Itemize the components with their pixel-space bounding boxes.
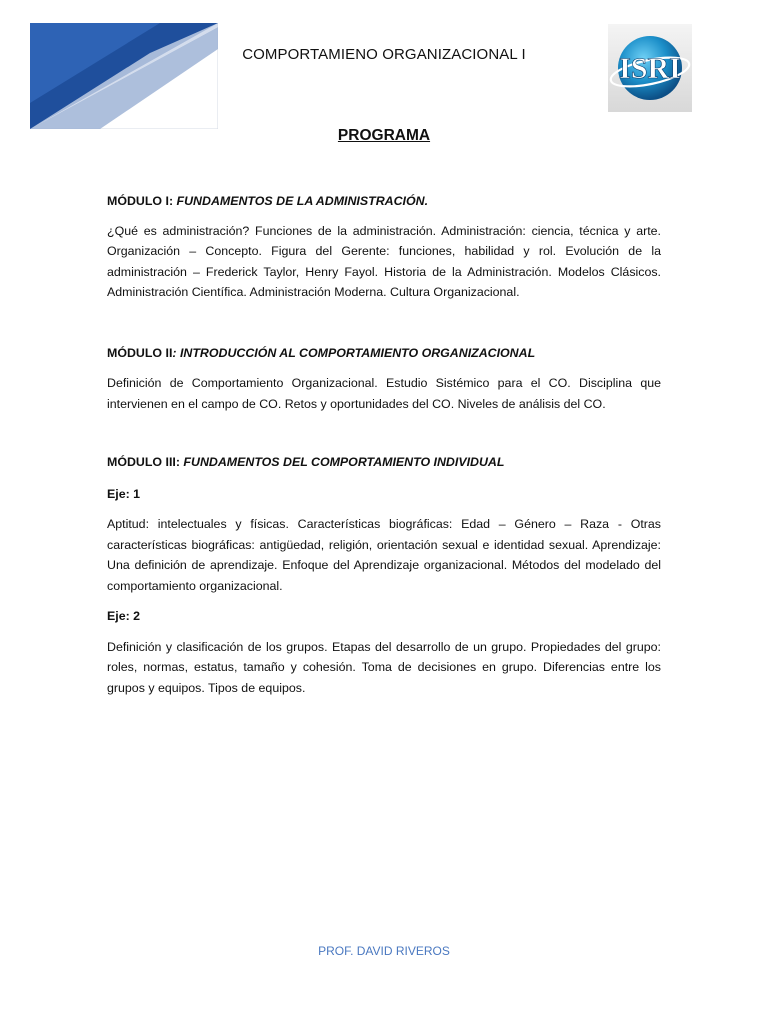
eje-1-description: Aptitud: intelectuales y físicas. Características biográficas: Edad – Género – Raza - Otras características biográficas: antigüedad, religión, orientación sexual e identidad sexual. Aprendizaje: Una definición de aprendizaje. Enfoque del Aprendizaje organizacional. Métodos del modelado del comportamiento organizacional. xyxy=(107,517,661,593)
program-title: PROGRAMA xyxy=(337,127,431,144)
svg-text:ISRI: ISRI xyxy=(619,52,681,85)
module-1-title: FUNDAMENTOS DE LA ADMINISTRACIÓN. xyxy=(176,194,429,208)
module-2-heading xyxy=(107,343,661,364)
isri-logo xyxy=(608,24,692,112)
course-title: COMPORTAMIENO ORGANIZACIONAL I xyxy=(242,46,526,63)
module-2-label: MÓDULO II xyxy=(107,345,173,360)
eje-1-label: Eje: 1 xyxy=(107,486,141,501)
module-2-title: : INTRODUCCIÓN AL COMPORTAMIENTO ORGANIZACIONAL xyxy=(172,345,536,360)
module-1-description: ¿Qué es administración? Funciones de la administración. Administración: ciencia, técnica y arte. Organización – Concepto. Figura del Gerente: funciones, habilidad y rol. Evolución de la administración – Frederick Taylor, Henry Fayol. Historia de la Administración. Modelos Clásicos. Administración Científica. Administración Moderna. Cultura Organizacional. xyxy=(107,223,661,299)
eje-2-label: Eje: 2 xyxy=(107,609,141,623)
module-2-description: Definición de Comportamiento Organizacional. Estudio Sistémico para el CO. Disciplina que intervienen en el campo de CO. Retos y oportunidades del CO. Niveles de análisis del CO. xyxy=(107,376,661,411)
module-1-heading xyxy=(107,191,661,212)
module-1-label: MÓDULO I: xyxy=(107,194,174,208)
header-banner-graphic xyxy=(30,23,218,129)
module-3-title: FUNDAMENTOS DEL COMPORTAMIENTO INDIVIDUAL xyxy=(183,455,505,469)
module-3-label: MÓDULO III: xyxy=(107,455,180,469)
eje-2-description: Definición y clasificación de los grupos. Etapas del desarrollo de un grupo. Propiedades del grupo: roles, normas, estatus, tamaño y cohesión. Toma de decisiones en grupo. Diferencias entre los grupos y equipos. Tipos de equipos. xyxy=(107,639,661,695)
footer-author: PROF. DAVID RIVEROS xyxy=(318,944,450,958)
module-3-heading xyxy=(107,452,661,473)
program-content xyxy=(107,191,661,698)
